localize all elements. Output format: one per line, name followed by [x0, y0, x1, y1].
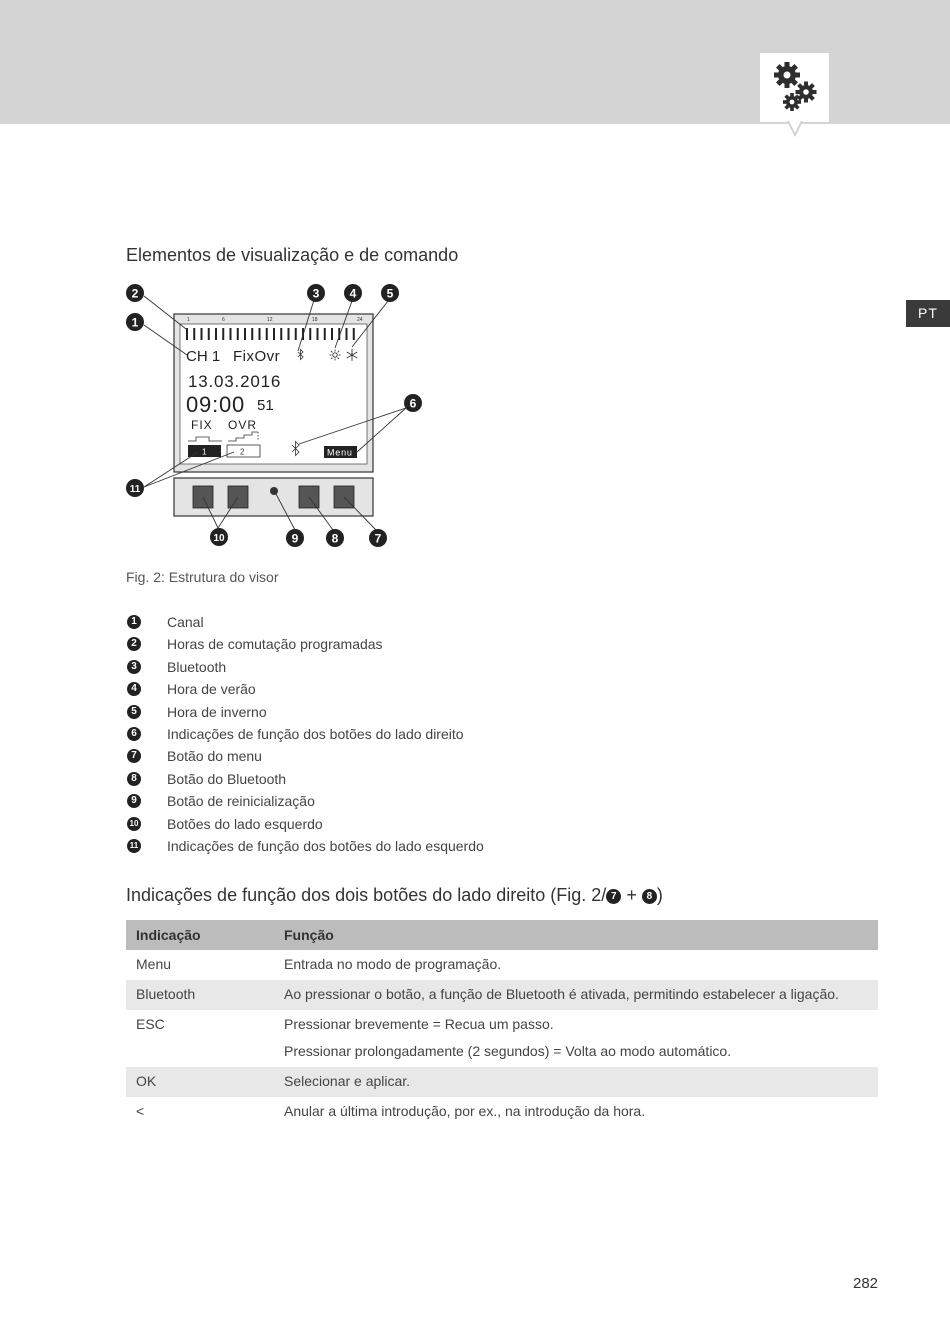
function-line: Entrada no modo de programação. — [284, 956, 502, 972]
legend-item — [126, 613, 626, 635]
legend-item — [126, 747, 626, 769]
legend-label: Hora de verão — [167, 681, 256, 698]
time-segment — [309, 328, 311, 340]
legend-number: 3 — [127, 660, 141, 674]
legend-item — [126, 837, 626, 859]
time-segment — [230, 328, 232, 340]
left-func-label-1: 1 — [202, 447, 207, 457]
legend-number: 1 — [127, 615, 141, 629]
channel-text: CH 1 — [186, 348, 221, 365]
mode-text: FixOvr — [233, 348, 281, 365]
cell-indicacao: Menu — [136, 956, 172, 972]
svg-text:10: 10 — [213, 533, 225, 544]
svg-text:7: 7 — [374, 531, 382, 546]
legend-number: 2 — [127, 637, 141, 651]
plus-sign: + — [626, 885, 637, 905]
legend-label: Horas de comutação programadas — [167, 636, 383, 653]
cell-funcao — [274, 1097, 878, 1127]
function-line: Selecionar e aplicar. — [284, 1073, 411, 1089]
legend-label: Bluetooth — [167, 658, 227, 675]
cell-funcao — [274, 1010, 878, 1067]
function-line: Pressionar brevemente = Recua um passo. — [284, 1016, 554, 1032]
section2-title-suffix: ) — [656, 885, 663, 905]
legend-number: 10 — [127, 817, 141, 831]
legend-number: 8 — [127, 772, 141, 786]
ref-circle-8: 8 — [642, 889, 657, 904]
legend-label: Hora de inverno — [167, 703, 267, 720]
figure-caption: Fig. 2: Estrutura do visor — [126, 569, 279, 585]
legend-label: Indicações de função dos botões do lado esquerdo — [167, 837, 484, 854]
legend-label: Canal — [167, 614, 204, 630]
legend-number: 5 — [127, 705, 141, 719]
time-segment — [244, 328, 246, 340]
function-table — [126, 920, 878, 1127]
time-segment — [273, 328, 275, 340]
table-row — [126, 1067, 878, 1097]
svg-text:2: 2 — [131, 286, 139, 301]
seconds-text: 51 — [257, 397, 274, 414]
section2-title-text: Indicações de função dos dois botões do lado direito (Fig. 2/ — [126, 885, 607, 905]
time-segment — [266, 328, 268, 340]
time-segment — [208, 328, 210, 340]
cell-funcao — [274, 1067, 878, 1097]
svg-text:4: 4 — [349, 286, 357, 301]
svg-text:9: 9 — [291, 531, 299, 546]
legend-label: Botão do menu — [167, 748, 262, 765]
table-row — [126, 1010, 878, 1067]
time-segment — [295, 328, 297, 340]
legend-label: Botão de reinicialização — [167, 793, 315, 810]
svg-text:8: 8 — [331, 531, 339, 546]
reset-button — [270, 487, 278, 495]
legend-item — [126, 725, 626, 747]
table-header-indicacao: Indicação — [126, 920, 274, 950]
legend-number: 4 — [127, 682, 141, 696]
legend-item — [126, 703, 626, 725]
date-text: 13.03.2016 — [188, 372, 282, 391]
figure-legend — [126, 613, 626, 859]
legend-number: 11 — [127, 839, 141, 853]
legend-label: Botão do Bluetooth — [167, 770, 287, 787]
cell-indicacao: ESC — [136, 1016, 165, 1032]
table-row — [126, 980, 878, 1010]
section-title-right-buttons — [126, 885, 663, 906]
scale-label-6: 6 — [222, 317, 225, 323]
svg-text:6: 6 — [409, 396, 417, 411]
time-segment — [222, 328, 224, 340]
menu-label: Menu — [327, 447, 353, 458]
time-segment — [288, 328, 290, 340]
page-number: 282 — [853, 1275, 879, 1292]
table-row — [126, 1097, 878, 1127]
cell-indicacao: Bluetooth — [126, 980, 274, 1010]
cell-funcao — [274, 950, 878, 980]
table-row — [126, 950, 878, 980]
time-segment — [259, 328, 261, 340]
time-segment — [201, 328, 203, 340]
legend-item — [126, 658, 626, 680]
cell-indicacao: OK — [126, 1067, 274, 1097]
display-diagram — [0, 0, 950, 600]
legend-item — [126, 680, 626, 702]
fix-label: FIX — [191, 418, 213, 432]
legend-item — [126, 635, 626, 657]
time-segment — [237, 328, 239, 340]
time-segment — [346, 328, 348, 340]
legend-item — [126, 815, 626, 837]
cell-indicacao: < — [136, 1103, 145, 1119]
time-segment — [324, 328, 326, 340]
scale-label-12: 12 — [267, 317, 273, 323]
left-func-label-2: 2 — [240, 447, 245, 457]
cell-funcao — [274, 980, 878, 1010]
legend-number: 7 — [127, 749, 141, 763]
ovr-label: OVR — [228, 418, 258, 432]
scale-label-1: 1 — [187, 317, 190, 323]
function-line: Ao pressionar o botão, a função de Bluetooth é ativada, permitindo estabelecer a ligação. — [284, 986, 839, 1002]
language-tab: PT — [906, 300, 950, 327]
legend-number: 9 — [127, 794, 141, 808]
svg-text:1: 1 — [131, 315, 139, 330]
legend-item — [126, 770, 626, 792]
function-line: Pressionar prolongadamente (2 segundos) = Volta ao modo automático. — [284, 1043, 732, 1059]
time-segment — [215, 328, 217, 340]
svg-text:11: 11 — [129, 484, 141, 495]
legend-number: 6 — [127, 727, 141, 741]
legend-label: Botões do lado esquerdo — [167, 815, 323, 832]
time-segment — [186, 328, 188, 340]
time-segment — [193, 328, 195, 340]
svg-text:3: 3 — [312, 286, 320, 301]
table-header-funcao: Função — [274, 920, 878, 950]
svg-text:5: 5 — [386, 286, 394, 301]
section-title-elements: Elementos de visualização e de comando — [126, 245, 459, 265]
time-segment — [251, 328, 253, 340]
function-line: Anular a última introdução, por ex., na introdução da hora. — [284, 1103, 646, 1119]
legend-item — [126, 792, 626, 814]
time-text: 09:00 — [186, 392, 246, 417]
time-segment — [331, 328, 333, 340]
scale-label-24: 24 — [357, 317, 363, 323]
time-segment — [280, 328, 282, 340]
time-segment — [353, 328, 355, 340]
time-segment — [317, 328, 319, 340]
legend-label: Indicações de função dos botões do lado direito — [167, 725, 464, 742]
ref-circle-7: 7 — [606, 889, 621, 904]
scale-label-18: 18 — [312, 317, 318, 323]
